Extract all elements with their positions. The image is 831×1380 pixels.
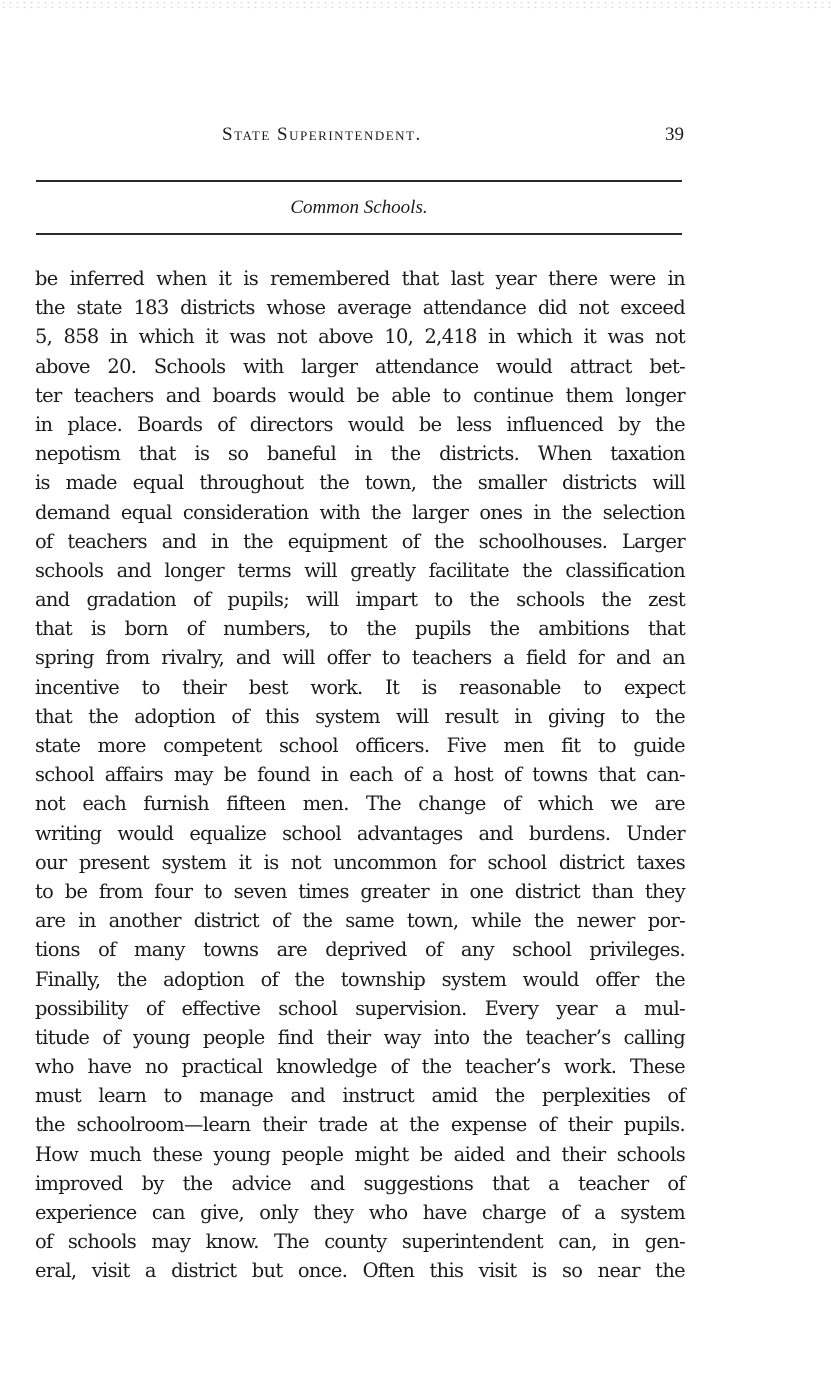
body-line: improved by the advice and suggestions that a teacher of	[35, 1171, 685, 1195]
body-line: that the adoption of this system will result in giving to the	[35, 704, 685, 728]
body-line: incentive to their best work. It is reasonable to expect	[35, 675, 685, 699]
body-line: must learn to manage and instruct amid the perplexities of	[35, 1084, 685, 1108]
body-line: our present system it is not uncommon for school district taxes	[35, 850, 685, 874]
body-line: of teachers and in the equipment of the schoolhouses. Larger	[35, 529, 685, 553]
body-line: of schools may know. The county superintendent can, in gen-	[35, 1230, 685, 1254]
page-number: 39	[665, 124, 684, 145]
body-line: the state 183 districts whose average attendance did not exceed	[35, 296, 685, 320]
running-title: State Superintendent.	[222, 124, 422, 145]
running-head	[36, 124, 686, 154]
body-line: demand equal consideration with the larger ones in the selection	[35, 500, 685, 524]
body-line: nepotism that is so baneful in the districts. When taxation	[35, 442, 685, 466]
body-line: ter teachers and boards would be able to continue them longer	[35, 383, 685, 407]
body-line: schools and longer terms will greatly facilitate the classification	[35, 558, 685, 582]
body-line: above 20. Schools with larger attendance would attract bet-	[35, 354, 685, 378]
body-line: to be from four to seven times greater in one district than they	[35, 879, 685, 903]
body-line: and gradation of pupils; will impart to the schools the zest	[35, 588, 685, 612]
body-text	[35, 264, 685, 1286]
bottom-rule	[36, 233, 682, 235]
body-line: possibility of effective school supervision. Every year a mul-	[35, 996, 685, 1020]
body-line: is made equal throughout the town, the smaller districts will	[35, 471, 685, 495]
body-line: state more competent school officers. Five men fit to guide	[35, 734, 685, 757]
body-line: experience can give, only they who have charge of a system	[35, 1201, 685, 1224]
body-line: writing would equalize school advantages and burdens. Under	[35, 821, 685, 845]
body-line: tions of many towns are deprived of any school privileges.	[35, 938, 685, 962]
body-line: eral, visit a district but once. Often this visit is so near the	[35, 1259, 685, 1283]
body-line: in place. Boards of directors would be less influenced by the	[35, 412, 685, 436]
body-line: not each furnish fifteen men. The change of which we are	[35, 792, 685, 816]
top-rule	[36, 180, 682, 182]
body-line: spring from rivalry, and will offer to teachers a field for and an	[35, 646, 685, 670]
body-line: be inferred when it is remembered that last year there were in	[35, 267, 685, 290]
body-line: How much these young people might be aided and their schools	[35, 1142, 685, 1166]
page-edge-speckle	[0, 0, 831, 10]
body-line: titude of young people find their way into the teacher’s calling	[35, 1025, 685, 1049]
body-line: are in another district of the same town, while the newer por-	[35, 909, 685, 933]
body-line: the schoolroom—learn their trade at the expense of their pupils.	[35, 1113, 685, 1137]
body-line: Finally, the adoption of the township system would offer the	[35, 967, 685, 991]
body-line: who have no practical knowledge of the teacher’s work. These	[35, 1055, 685, 1079]
section-title: Common Schools.	[290, 197, 428, 218]
body-line: 5, 858 in which it was not above 10, 2,418 in which it was not	[35, 325, 685, 349]
body-line: school affairs may be found in each of a host of towns that can-	[35, 763, 685, 787]
body-line: that is born of numbers, to the pupils the ambitions that	[35, 617, 685, 641]
